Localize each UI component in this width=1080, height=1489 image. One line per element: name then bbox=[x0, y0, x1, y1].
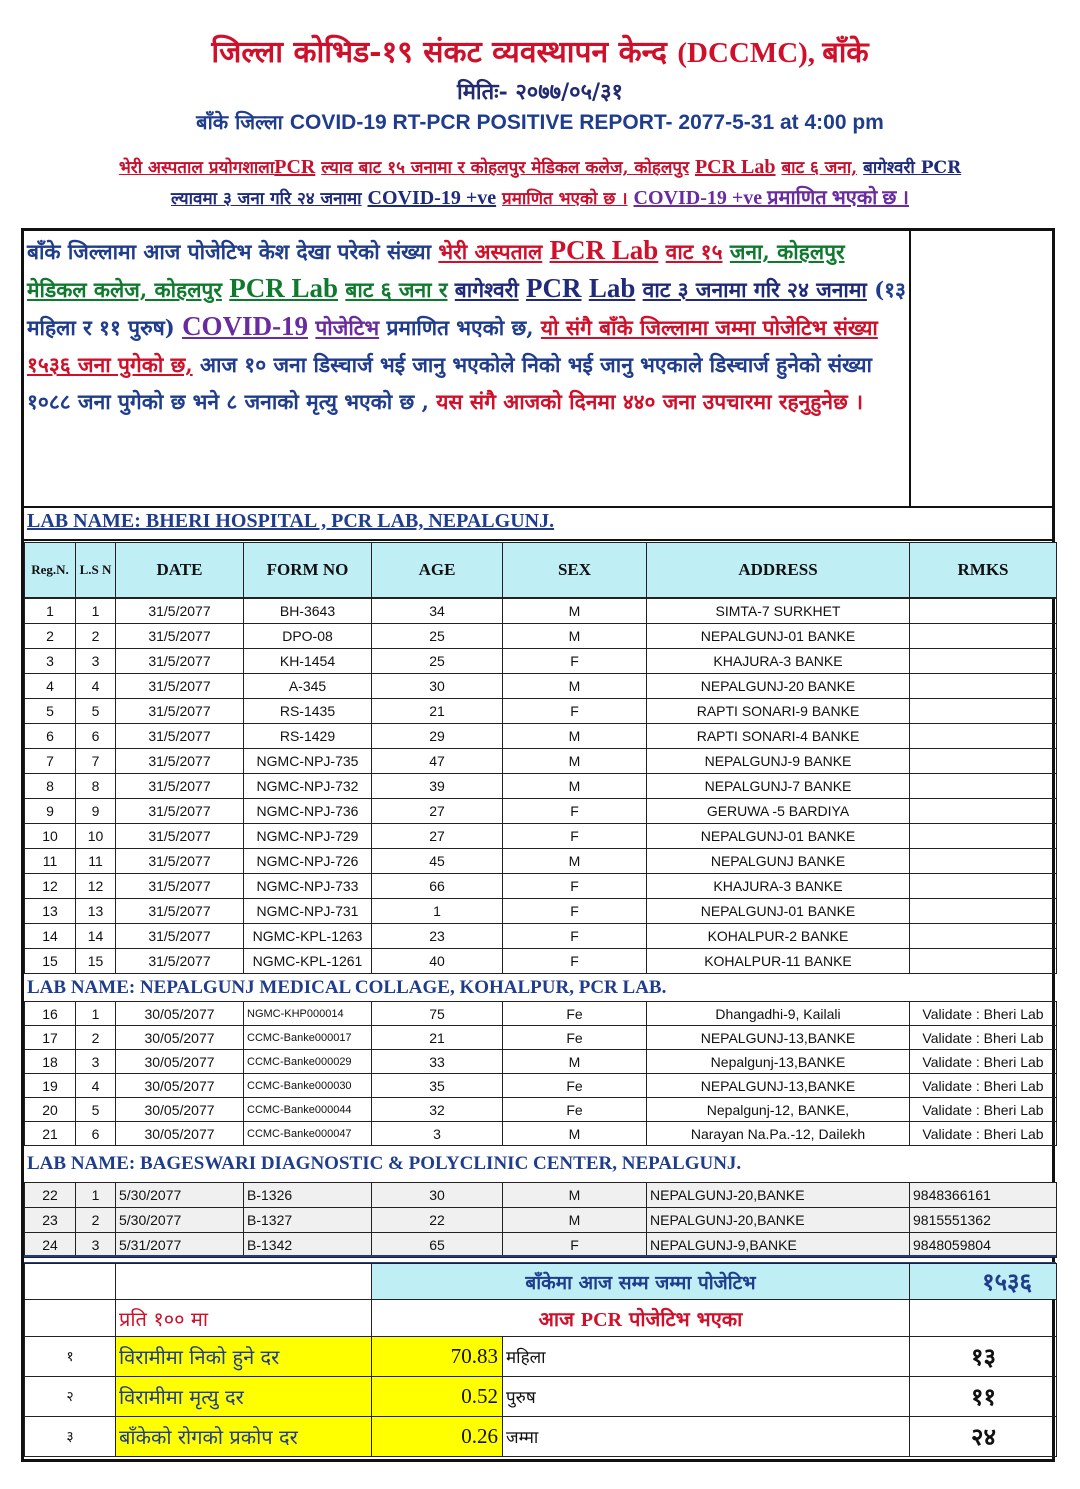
summary-text: जना, कोहलपुर मेडिकल कलेज, कोहलपुर bbox=[27, 239, 845, 302]
cell-rmks: 9848366161 bbox=[910, 1183, 1057, 1208]
cell-form: CCMC-Banke000017 bbox=[244, 1026, 372, 1050]
divider-line bbox=[21, 506, 1055, 508]
cell-rmks bbox=[910, 699, 1057, 724]
cell-age: 75 bbox=[372, 1002, 503, 1026]
cell-address: NEPALGUNJ-01 BANKE bbox=[647, 824, 910, 849]
cell-address: KOHALPUR-2 BANKE bbox=[647, 924, 910, 949]
cell-age: 47 bbox=[372, 749, 503, 774]
cell-ls: 4 bbox=[76, 674, 116, 699]
cell-address: Narayan Na.Pa.-12, Dailekh bbox=[647, 1122, 910, 1146]
cell-reg: 17 bbox=[25, 1026, 76, 1050]
cell-age: 21 bbox=[372, 1026, 503, 1050]
table-row bbox=[25, 849, 1057, 874]
cell-reg: 19 bbox=[25, 1074, 76, 1098]
table-row bbox=[25, 1002, 1057, 1026]
rate-value: 70.83 bbox=[372, 1337, 503, 1377]
table-row bbox=[25, 649, 1057, 674]
rate-label: विरामीमा मृत्यु दर bbox=[116, 1377, 372, 1417]
cell-sex: F bbox=[503, 899, 647, 924]
cell-rmks bbox=[910, 649, 1057, 674]
gender-value: २४ bbox=[910, 1417, 1057, 1457]
cell-sex: M bbox=[503, 724, 647, 749]
cell-ls: 6 bbox=[76, 724, 116, 749]
summary-text: वाट ३ जनामा गरि २४ जनामा bbox=[642, 277, 867, 302]
table-row bbox=[25, 1122, 1057, 1146]
intro-paragraph bbox=[20, 152, 1060, 214]
cell-sex: M bbox=[503, 1183, 647, 1208]
cell-form: CCMC-Banke000047 bbox=[244, 1122, 372, 1146]
cell-reg: 16 bbox=[25, 1002, 76, 1026]
cell-sex: M bbox=[503, 624, 647, 649]
cell-rmks: Validate : Bheri Lab bbox=[910, 1002, 1057, 1026]
cell-age: 35 bbox=[372, 1074, 503, 1098]
lab2-table bbox=[24, 1001, 1057, 1146]
subtitle-report: COVID-19 RT-PCR POSITIVE REPORT- 2077-5-31 at 4:00 pm bbox=[289, 111, 884, 134]
cell-address: NEPALGUNJ-20,BANKE bbox=[647, 1208, 910, 1233]
summary-text: पोजेटिभ bbox=[315, 315, 380, 340]
cell-age: 45 bbox=[372, 849, 503, 874]
cell-date: 30/05/2077 bbox=[116, 1098, 244, 1122]
intro-text: COVID-19 +ve प्रमाणित भएको छ । bbox=[633, 187, 909, 209]
cell-date: 31/5/2077 bbox=[116, 699, 244, 724]
cell-sex: F bbox=[503, 824, 647, 849]
cell-form: NGMC-KPL-1261 bbox=[244, 949, 372, 974]
cell-reg: 2 bbox=[25, 624, 76, 649]
cell-form: CCMC-Banke000030 bbox=[244, 1074, 372, 1098]
cell-reg: 18 bbox=[25, 1050, 76, 1074]
cell-date: 30/05/2077 bbox=[116, 1002, 244, 1026]
cell-address: Nepalgunj-12, BANKE, bbox=[647, 1098, 910, 1122]
divider-line bbox=[21, 539, 1055, 541]
cell-sex: F bbox=[503, 649, 647, 674]
cell-ls: 2 bbox=[76, 624, 116, 649]
cell-address: NEPALGUNJ-13,BANKE bbox=[647, 1026, 910, 1050]
today-text: पोजेटिभ भएका bbox=[629, 1306, 743, 1331]
cell-reg: 23 bbox=[25, 1208, 76, 1233]
cell-reg: 11 bbox=[25, 849, 76, 874]
lab-name-bheri: LAB NAME: BHERI HOSPITAL , PCR LAB, NEPALGUNJ. bbox=[27, 510, 555, 532]
summary-text: बागेश्वरी bbox=[454, 277, 519, 302]
cell-age: 27 bbox=[372, 799, 503, 824]
title-english: (DCCMC), बाँके bbox=[677, 37, 869, 69]
cell-ls: 3 bbox=[76, 1233, 116, 1258]
lab3-table bbox=[24, 1182, 1057, 1258]
cell-ls: 1 bbox=[76, 1183, 116, 1208]
cell-age: 33 bbox=[372, 1050, 503, 1074]
cell-form: NGMC-NPJ-729 bbox=[244, 824, 372, 849]
cell-sex: F bbox=[503, 874, 647, 899]
cell-address: RAPTI SONARI-9 BANKE bbox=[647, 699, 910, 724]
cell-reg: 13 bbox=[25, 899, 76, 924]
cell-sex: Fe bbox=[503, 1002, 647, 1026]
cell-form: NGMC-NPJ-726 bbox=[244, 849, 372, 874]
intro-text: PCR Lab bbox=[694, 156, 776, 178]
gender-value: १३ bbox=[910, 1337, 1057, 1377]
cell-date: 31/5/2077 bbox=[116, 624, 244, 649]
cell-address: KHAJURA-3 BANKE bbox=[647, 874, 910, 899]
cell-address: Nepalgunj-13,BANKE bbox=[647, 1050, 910, 1074]
cell-age: 22 bbox=[372, 1208, 503, 1233]
cell-rmks bbox=[910, 874, 1057, 899]
cell-rmks: 9848059804 bbox=[910, 1233, 1057, 1258]
cell-address: NEPALGUNJ-20,BANKE bbox=[647, 1183, 910, 1208]
summary-text: आज १० जना डिस्चार्ज भई जानु भएकोले निको भई जानु भएकाले डिस्चार्ज हुनेको संख्या १०८८ जना पुगेको छ भने ८ जनाको मृत्यु भएको छ , bbox=[27, 352, 872, 414]
cell-form: B-1326 bbox=[244, 1183, 372, 1208]
cell-form: CCMC-Banke000029 bbox=[244, 1050, 372, 1074]
cell-age: 3 bbox=[372, 1122, 503, 1146]
cell-date: 30/05/2077 bbox=[116, 1122, 244, 1146]
cell-date: 31/5/2077 bbox=[116, 649, 244, 674]
cell-form: CCMC-Banke000044 bbox=[244, 1098, 372, 1122]
cell-sex: F bbox=[503, 699, 647, 724]
cell-date: 31/5/2077 bbox=[116, 599, 244, 624]
cell-rmks: 9815551362 bbox=[910, 1208, 1057, 1233]
cell-form: NGMC-NPJ-735 bbox=[244, 749, 372, 774]
summary-text: यो संगै बाँके जिल्लामा जम्मा पोजेटिभ संख्या १५३६ जना पुगेको छ, bbox=[27, 315, 878, 377]
report-title bbox=[0, 30, 1080, 71]
cell-rmks bbox=[910, 774, 1057, 799]
cell-ls: 14 bbox=[76, 924, 116, 949]
cell-reg: 9 bbox=[25, 799, 76, 824]
col-date: DATE bbox=[116, 543, 244, 598]
report-subtitle bbox=[0, 108, 1080, 135]
table-row bbox=[25, 1208, 1057, 1233]
rate-sn: २ bbox=[25, 1377, 116, 1417]
cell-rmks: Validate : Bheri Lab bbox=[910, 1098, 1057, 1122]
intro-text: भेरी अस्पताल प्रयोगशाला bbox=[118, 158, 275, 178]
summary-divider bbox=[909, 228, 911, 506]
cell-date: 31/5/2077 bbox=[116, 674, 244, 699]
subtitle-district: बाँके जिल्ला bbox=[196, 110, 283, 134]
table-row bbox=[25, 824, 1057, 849]
cell-date: 31/5/2077 bbox=[116, 874, 244, 899]
cell-address: NEPALGUNJ-20 BANKE bbox=[647, 674, 910, 699]
cell-rmks: Validate : Bheri Lab bbox=[910, 1074, 1057, 1098]
cell-sex: M bbox=[503, 599, 647, 624]
cell-address: GERUWA -5 BARDIYA bbox=[647, 799, 910, 824]
cell-sex: M bbox=[503, 1050, 647, 1074]
table-row bbox=[25, 924, 1057, 949]
cell-form: B-1342 bbox=[244, 1233, 372, 1258]
cell-rmks bbox=[910, 599, 1057, 624]
summary-text: COVID-19 bbox=[182, 311, 309, 341]
cell-sex: M bbox=[503, 674, 647, 699]
cell-sex: F bbox=[503, 1233, 647, 1258]
cell-ls: 7 bbox=[76, 749, 116, 774]
cell-form: NGMC-KHP000014 bbox=[244, 1002, 372, 1026]
cell-reg: 4 bbox=[25, 674, 76, 699]
report-date: मितिः- २०७७/०५/३१ bbox=[457, 79, 623, 105]
table-row bbox=[25, 749, 1057, 774]
cell-sex: M bbox=[503, 1208, 647, 1233]
table-row bbox=[25, 949, 1057, 974]
rate-value: 0.52 bbox=[372, 1377, 503, 1417]
cell-date: 31/5/2077 bbox=[116, 724, 244, 749]
cell-sex: Fe bbox=[503, 1098, 647, 1122]
cell-ls: 1 bbox=[76, 599, 116, 624]
cell-form: KH-1454 bbox=[244, 649, 372, 674]
cell-age: 32 bbox=[372, 1098, 503, 1122]
cell-form: BH-3643 bbox=[244, 599, 372, 624]
summary-text: बाँके जिल्लामा आज पोजेटिभ केश देखा परेको संख्या bbox=[27, 239, 432, 264]
cell-sex: F bbox=[503, 924, 647, 949]
table-row bbox=[25, 899, 1057, 924]
cell-address: NEPALGUNJ-7 BANKE bbox=[647, 774, 910, 799]
gender-label: पुरुष bbox=[503, 1377, 910, 1417]
cell-date: 30/05/2077 bbox=[116, 1026, 244, 1050]
cell-date: 31/5/2077 bbox=[116, 799, 244, 824]
cell-ls: 2 bbox=[76, 1026, 116, 1050]
rate-sn: १ bbox=[25, 1337, 116, 1377]
rate-value: 0.26 bbox=[372, 1417, 503, 1457]
total-positive-value: १५३६ bbox=[910, 1264, 1057, 1300]
cell-address: NEPALGUNJ-13,BANKE bbox=[647, 1074, 910, 1098]
cell-date: 31/5/2077 bbox=[116, 924, 244, 949]
cell-sex: M bbox=[503, 749, 647, 774]
summary-text: (१३ महिला र ११ पुरुष) bbox=[27, 277, 906, 340]
cell-form: DPO-08 bbox=[244, 624, 372, 649]
cell-form: A-345 bbox=[244, 674, 372, 699]
cell-date: 30/05/2077 bbox=[116, 1050, 244, 1074]
lab-name-ngmc: LAB NAME: NEPALGUNJ MEDICAL COLLAGE, KOHALPUR, PCR LAB. bbox=[27, 977, 667, 998]
cell-date: 31/5/2077 bbox=[116, 949, 244, 974]
summary-text: PCR Lab bbox=[229, 273, 339, 303]
cell-date: 31/5/2077 bbox=[116, 849, 244, 874]
summary-paragraph bbox=[27, 232, 907, 420]
col-rmks: RMKS bbox=[910, 543, 1057, 598]
cell-rmks bbox=[910, 624, 1057, 649]
cell-ls: 3 bbox=[76, 649, 116, 674]
table-row bbox=[25, 674, 1057, 699]
cell-age: 30 bbox=[372, 674, 503, 699]
table-row bbox=[25, 1098, 1057, 1122]
cell-reg: 6 bbox=[25, 724, 76, 749]
cell-rmks: Validate : Bheri Lab bbox=[910, 1026, 1057, 1050]
gender-label: जम्मा bbox=[503, 1417, 910, 1457]
cell-date: 31/5/2077 bbox=[116, 899, 244, 924]
intro-text: ल्याव बाट १५ जनामा र कोहलपुर मेडिकल कलेज, कोहलपुर bbox=[321, 158, 690, 178]
cell-ls: 11 bbox=[76, 849, 116, 874]
cell-reg: 14 bbox=[25, 924, 76, 949]
cell-ls: 12 bbox=[76, 874, 116, 899]
cell-ls: 4 bbox=[76, 1074, 116, 1098]
rate-sn: ३ bbox=[25, 1417, 116, 1457]
cell-age: 34 bbox=[372, 599, 503, 624]
cell-age: 29 bbox=[372, 724, 503, 749]
column-header-row bbox=[24, 542, 1057, 598]
cell-address: SIMTA-7 SURKHET bbox=[647, 599, 910, 624]
cell-address: NEPALGUNJ-9 BANKE bbox=[647, 749, 910, 774]
cell-form: RS-1429 bbox=[244, 724, 372, 749]
empty-cell bbox=[25, 1300, 116, 1337]
cell-ls: 5 bbox=[76, 699, 116, 724]
table-row bbox=[25, 624, 1057, 649]
cell-ls: 3 bbox=[76, 1050, 116, 1074]
cell-rmks bbox=[910, 799, 1057, 824]
cell-date: 31/5/2077 bbox=[116, 774, 244, 799]
cell-age: 40 bbox=[372, 949, 503, 974]
cell-form: RS-1435 bbox=[244, 699, 372, 724]
cell-form: NGMC-NPJ-736 bbox=[244, 799, 372, 824]
cell-ls: 15 bbox=[76, 949, 116, 974]
intro-text: ल्यावमा ३ जना गरि २४ जनामा bbox=[171, 189, 362, 209]
cell-reg: 5 bbox=[25, 699, 76, 724]
cell-ls: 6 bbox=[76, 1122, 116, 1146]
col-ls: L.S N bbox=[76, 543, 116, 598]
intro-text: बाट ६ जना, bbox=[781, 158, 858, 178]
cell-sex: M bbox=[503, 774, 647, 799]
cell-ls: 9 bbox=[76, 799, 116, 824]
table-row bbox=[25, 874, 1057, 899]
table-row bbox=[25, 599, 1057, 624]
cell-sex: Fe bbox=[503, 1074, 647, 1098]
cell-address: Dhangadhi-9, Kailali bbox=[647, 1002, 910, 1026]
cell-reg: 22 bbox=[25, 1183, 76, 1208]
cell-rmks bbox=[910, 674, 1057, 699]
empty-cell bbox=[25, 1264, 116, 1300]
title-nepali: जिल्ला कोभिड-१९ संकट व्यवस्थापन केन्द bbox=[211, 35, 667, 70]
summary-text: बाट ६ जना र bbox=[345, 277, 448, 302]
cell-rmks bbox=[910, 749, 1057, 774]
rate-label: बाँकेको रोगको प्रकोप दर bbox=[116, 1417, 372, 1457]
per-100-label: प्रति १०० मा bbox=[116, 1300, 372, 1337]
col-form: FORM NO bbox=[244, 543, 372, 598]
cell-rmks bbox=[910, 724, 1057, 749]
totals-table bbox=[24, 1263, 1057, 1457]
cell-address: RAPTI SONARI-4 BANKE bbox=[647, 724, 910, 749]
intro-text: COVID-19 +ve bbox=[367, 187, 497, 209]
gender-label: महिला bbox=[503, 1337, 910, 1377]
cell-sex: M bbox=[503, 1122, 647, 1146]
cell-reg: 15 bbox=[25, 949, 76, 974]
intro-text: PCR bbox=[274, 156, 316, 178]
cell-age: 39 bbox=[372, 774, 503, 799]
today-text: PCR bbox=[580, 1308, 623, 1331]
cell-form: NGMC-KPL-1263 bbox=[244, 924, 372, 949]
table-row bbox=[25, 1074, 1057, 1098]
cell-address: KHAJURA-3 BANKE bbox=[647, 649, 910, 674]
table-row bbox=[25, 1050, 1057, 1074]
cell-form: NGMC-NPJ-732 bbox=[244, 774, 372, 799]
cell-rmks bbox=[910, 849, 1057, 874]
cell-age: 25 bbox=[372, 649, 503, 674]
summary-text: PCR bbox=[526, 273, 582, 303]
intro-text: प्रमाणित भएको छ । bbox=[502, 189, 628, 209]
col-reg: Reg.N. bbox=[25, 543, 76, 598]
today-text: आज bbox=[538, 1306, 574, 1331]
cell-ls: 2 bbox=[76, 1208, 116, 1233]
cell-ls: 13 bbox=[76, 899, 116, 924]
cell-age: 65 bbox=[372, 1233, 503, 1258]
cell-date: 31/5/2077 bbox=[116, 749, 244, 774]
rate-label: विरामीमा निको हुने दर bbox=[116, 1337, 372, 1377]
cell-age: 27 bbox=[372, 824, 503, 849]
col-sex: SEX bbox=[503, 543, 647, 598]
summary-text: Lab bbox=[588, 273, 636, 303]
cell-ls: 1 bbox=[76, 1002, 116, 1026]
cell-ls: 10 bbox=[76, 824, 116, 849]
empty-cell bbox=[910, 1300, 1057, 1337]
cell-sex: M bbox=[503, 849, 647, 874]
summary-text: भेरी अस्पताल bbox=[438, 239, 543, 264]
col-address: ADDRESS bbox=[647, 543, 910, 598]
cell-form: NGMC-NPJ-731 bbox=[244, 899, 372, 924]
cell-rmks bbox=[910, 924, 1057, 949]
cell-sex: F bbox=[503, 799, 647, 824]
cell-reg: 21 bbox=[25, 1122, 76, 1146]
cell-date: 30/05/2077 bbox=[116, 1074, 244, 1098]
cell-rmks: Validate : Bheri Lab bbox=[910, 1122, 1057, 1146]
col-age: AGE bbox=[372, 543, 503, 598]
table-row bbox=[25, 699, 1057, 724]
intro-text: बागेश्वरी PCR bbox=[863, 158, 962, 178]
summary-text: वाट १५ bbox=[665, 239, 723, 264]
table-row bbox=[25, 1183, 1057, 1208]
cell-age: 25 bbox=[372, 624, 503, 649]
summary-text: प्रमाणित भएको छ, bbox=[386, 315, 534, 340]
cell-rmks bbox=[910, 824, 1057, 849]
cell-date: 5/30/2077 bbox=[116, 1183, 244, 1208]
cell-sex: F bbox=[503, 949, 647, 974]
cell-date: 31/5/2077 bbox=[116, 824, 244, 849]
cell-reg: 8 bbox=[25, 774, 76, 799]
cell-date: 5/30/2077 bbox=[116, 1208, 244, 1233]
cell-rmks bbox=[910, 949, 1057, 974]
lab-name-bageswari: LAB NAME: BAGESWARI DIAGNOSTIC & POLYCLINIC CENTER, NEPALGUNJ. bbox=[27, 1153, 742, 1174]
today-pcr-label bbox=[372, 1300, 910, 1337]
cell-ls: 8 bbox=[76, 774, 116, 799]
cell-address: KOHALPUR-11 BANKE bbox=[647, 949, 910, 974]
cell-reg: 20 bbox=[25, 1098, 76, 1122]
cell-age: 66 bbox=[372, 874, 503, 899]
cell-reg: 3 bbox=[25, 649, 76, 674]
cell-reg: 24 bbox=[25, 1233, 76, 1258]
cell-address: NEPALGUNJ-9,BANKE bbox=[647, 1233, 910, 1258]
cell-rmks: Validate : Bheri Lab bbox=[910, 1050, 1057, 1074]
cell-reg: 7 bbox=[25, 749, 76, 774]
table-row bbox=[25, 1026, 1057, 1050]
cell-reg: 10 bbox=[25, 824, 76, 849]
cell-rmks bbox=[910, 899, 1057, 924]
cell-ls: 5 bbox=[76, 1098, 116, 1122]
cell-reg: 1 bbox=[25, 599, 76, 624]
empty-cell bbox=[116, 1264, 372, 1300]
cell-age: 23 bbox=[372, 924, 503, 949]
summary-text: यस संगै आजको दिनमा ४४० जना उपचारमा रहनुहुनेछ । bbox=[436, 389, 864, 414]
cell-age: 1 bbox=[372, 899, 503, 924]
cell-date: 5/31/2077 bbox=[116, 1233, 244, 1258]
gender-value: ११ bbox=[910, 1377, 1057, 1417]
cell-age: 30 bbox=[372, 1183, 503, 1208]
cell-address: NEPALGUNJ-01 BANKE bbox=[647, 899, 910, 924]
cell-age: 21 bbox=[372, 699, 503, 724]
table-row bbox=[25, 724, 1057, 749]
table-row bbox=[25, 1233, 1057, 1258]
table-row bbox=[25, 799, 1057, 824]
cell-address: NEPALGUNJ BANKE bbox=[647, 849, 910, 874]
cell-form: B-1327 bbox=[244, 1208, 372, 1233]
lab1-table bbox=[24, 598, 1057, 974]
total-positive-label: बाँकेमा आज सम्म जम्मा पोजेटिभ bbox=[372, 1264, 910, 1300]
cell-reg: 12 bbox=[25, 874, 76, 899]
summary-text: PCR Lab bbox=[549, 235, 659, 265]
cell-form: NGMC-NPJ-733 bbox=[244, 874, 372, 899]
table-row bbox=[25, 774, 1057, 799]
cell-address: NEPALGUNJ-01 BANKE bbox=[647, 624, 910, 649]
cell-sex: Fe bbox=[503, 1026, 647, 1050]
